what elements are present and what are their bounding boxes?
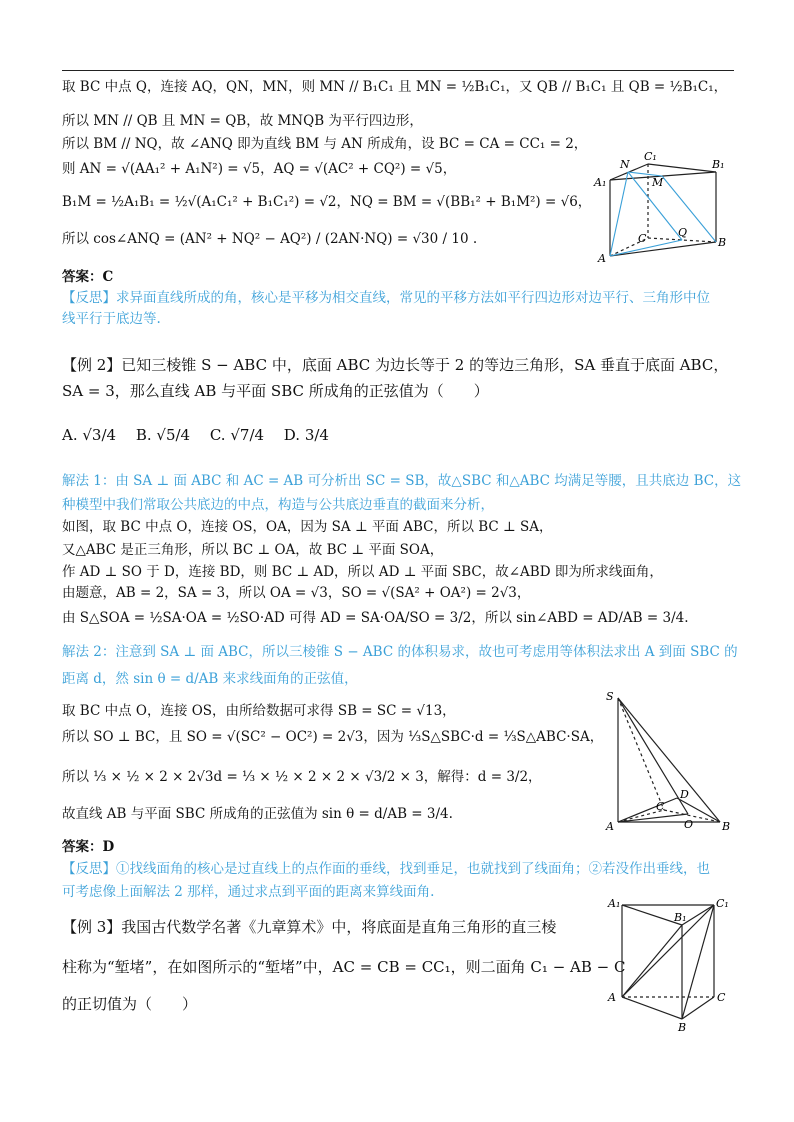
fig2-label-a: A [606, 820, 614, 833]
ex2-m2-line-5: 所以 ⅓ × ½ × 2 × 2√3d = ⅓ × ½ × 2 × 2 × √3/2 × 3，解得：d = 3/2， [62, 769, 542, 785]
fig3-label-a1: A₁ [608, 897, 621, 910]
fig2-label-c: C [656, 800, 665, 813]
fig1-label-c1: C₁ [644, 150, 657, 163]
ex2-m2-line-6: 故直线 AB 与平面 SBC 所成角的正弦值为 sin θ = d/AB = 3/4. [62, 806, 453, 822]
ex1-line-6: 所以 cos∠ANQ = (AN² + NQ² − AQ²) / (2AN·NQ) = √30 / 10 . [62, 231, 478, 247]
ex2-options: A. √3/4 B. √5/4 C. √7/4 D. 3/4 [62, 426, 329, 444]
ex1-line-2: 所以 MN // QB 且 MN = QB，故 MNQB 为平行四边形， [62, 113, 423, 129]
ex2-m2-line-3: 取 BC 中点 O，连接 OS，由所给数据可求得 SB = SC = √13， [62, 703, 456, 719]
fig1-label-m: M [652, 176, 664, 189]
qiandu-figure [604, 893, 736, 1033]
fig3-label-a: A [608, 991, 616, 1004]
fig1-label-q: Q [678, 226, 688, 239]
ex2-answer: 答案：D [62, 839, 115, 855]
fig2-label-s: S [606, 690, 614, 703]
fig1-label-b: B [718, 236, 727, 249]
fig3-label-b1: B₁ [674, 911, 687, 924]
fig3-label-b: B [678, 1021, 687, 1033]
prism-figure [588, 150, 728, 265]
ex1-reflect-2: 线平行于底边等. [62, 311, 161, 327]
tetrahedron-figure [604, 690, 734, 834]
ex2-m1-line-4: 又△ABC 是正三角形，所以 BC ⊥ OA，故 BC ⊥ 平面 SOA， [62, 542, 444, 558]
ex2-reflect-1: 【反思】①找线面角的核心是过直线上的点作面的垂线，找到垂足，也就找到了线面角；②若没作出垂线，也 [62, 861, 710, 877]
fig1-label-n: N [620, 158, 630, 171]
fig1-label-c: C [638, 232, 647, 245]
ex1-line-3: 所以 BM // NQ，故 ∠ANQ 即为直线 BM 与 AN 所成角，设 BC = CA = CC₁ = 2， [62, 136, 588, 152]
ex3-question-2: 柱称为“堑堵”，在如图所示的“堑堵”中，AC = CB = CC₁，则二面角 C₁ − AB − C [62, 958, 626, 976]
ex2-m2-line-4: 所以 SO ⊥ BC，且 SO = √(SC² − OC²) = 2√3，因为 ⅓S△SBC·d = ⅓S△ABC·SA， [62, 729, 604, 745]
ex2-m1-line-1: 解法 1：由 SA ⊥ 面 ABC 和 AC = AB 可分析出 SC = SB，故△SBC 和△ABC 均满足等腰，且共底边 BC，这 [62, 473, 742, 489]
fig2-label-b: B [722, 820, 731, 833]
ex1-answer: 答案：C [62, 269, 114, 285]
ex2-m1-line-2: 种模型中我们常取公共底边的中点，构造与公共底边垂直的截面来分析， [62, 497, 494, 513]
ex3-question-3: 的正切值为（ ） [62, 995, 198, 1013]
ex2-reflect-2: 可考虑像上面解法 2 那样，通过求点到平面的距离来算线面角. [62, 884, 435, 900]
ex1-line-5: B₁M = ½A₁B₁ = ½√(A₁C₁² + B₁C₁²) = √2，NQ = BM = √(BB₁² + B₁M²) = √6， [62, 194, 592, 210]
ex2-question-1: 【例 2】已知三棱锥 S − ABC 中，底面 ABC 为边长等于 2 的等边三角形，SA 垂直于底面 ABC， [62, 356, 729, 374]
fig3-label-c: C [717, 991, 726, 1004]
fig1-label-a: A [598, 252, 606, 265]
ex2-m1-line-3: 如图，取 BC 中点 O，连接 OS，OA，因为 SA ⊥ 平面 ABC，所以 BC ⊥ SA， [62, 519, 553, 535]
fig1-label-a1: A₁ [594, 176, 607, 189]
ex1-reflect-1: 【反思】求异面直线所成的角，核心是平移为相交直线，常见的平移方法如平行四边形对边平行、三角形中位 [62, 290, 710, 306]
ex2-m1-line-5: 作 AD ⊥ SO 于 D，连接 BD，则 BC ⊥ AD，所以 AD ⊥ 平面 SBC，故∠ABD 即为所求线面角， [62, 564, 663, 580]
top-rule [62, 70, 734, 71]
ex2-m1-line-7: 由 S△SOA = ½SA·OA = ½SO·AD 可得 AD = SA·OA/SO = 3/2，所以 sin∠ABD = AD/AB = 3/4. [62, 610, 689, 626]
ex1-line-4: 则 AN = √(AA₁² + A₁N²) = √5，AQ = √(AC² + CQ²) = √5， [62, 161, 457, 177]
ex1-line-1: 取 BC 中点 Q，连接 AQ，QN，MN，则 MN // B₁C₁ 且 MN = ½B₁C₁，又 QB // B₁C₁ 且 QB = ½B₁C₁， [62, 79, 728, 95]
fig1-label-b1: B₁ [712, 158, 725, 171]
ex2-m1-line-6: 由题意，AB = 2，SA = 3，所以 OA = √3，SO = √(SA² + OA²) = 2√3， [62, 585, 531, 601]
ex2-m2-line-1: 解法 2：注意到 SA ⊥ 面 ABC，所以三棱锥 S − ABC 的体积易求，故也可考虑用等体积法求出 A 到面 SBC 的 [62, 644, 738, 660]
fig2-label-d: D [680, 788, 689, 801]
ex2-question-2: SA = 3，那么直线 AB 与平面 SBC 所成角的正弦值为（ ） [62, 382, 489, 400]
fig3-label-c1: C₁ [716, 897, 729, 910]
fig2-label-o: O [684, 818, 694, 831]
ex2-m2-line-2: 距离 d，然 sin θ = d/AB 来求线面角的正弦值， [62, 671, 358, 687]
ex3-question-1: 【例 3】我国古代数学名著《九章算术》中，将底面是直角三角形的直三棱 [62, 918, 557, 936]
